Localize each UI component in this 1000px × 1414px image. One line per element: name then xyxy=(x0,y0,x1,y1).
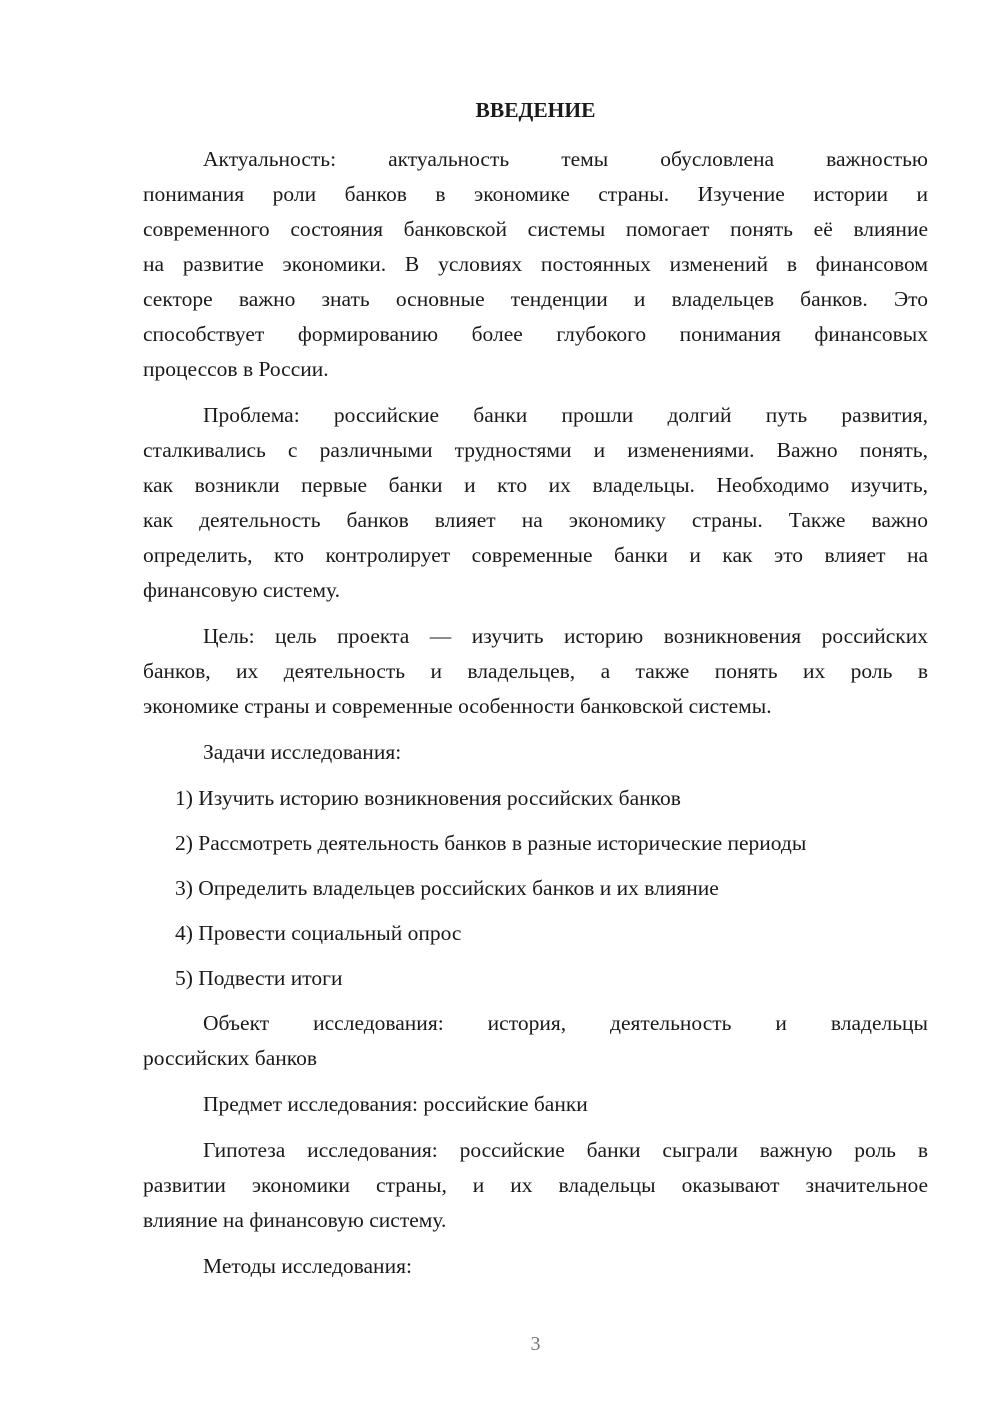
text-line: Методы исследования: xyxy=(203,1254,412,1278)
text-line: финансовую систему. xyxy=(143,578,340,602)
text-line: процессов в России. xyxy=(143,357,329,381)
text-line: Актуальность: актуальность темы обусловлена важностью xyxy=(203,147,928,171)
text-line: развитии экономики страны, и их владельцы оказывают значительное xyxy=(143,1173,928,1197)
paragraph-methods xyxy=(143,1249,928,1284)
text-line: как деятельность банков влияет на экономику страны. Также важно xyxy=(143,508,928,532)
paragraph-goal xyxy=(143,619,928,724)
text-line: понимания роли банков в экономике страны. Изучение истории и xyxy=(143,182,928,206)
text-line: на развитие экономики. В условиях постоянных изменений в финансовом xyxy=(143,252,928,276)
list-item: 4) Провести социальный опрос xyxy=(175,921,462,945)
text-line: Проблема: российские банки прошли долгий путь развития, xyxy=(203,403,928,427)
document-page xyxy=(143,93,928,1295)
text-line: банков, их деятельность и владельцев, а также понять их роль в xyxy=(143,659,928,683)
list-item: 5) Подвести итоги xyxy=(175,966,343,990)
text-line: Объект исследования: история, деятельность и владельцы xyxy=(203,1011,928,1035)
text-line: Цель: цель проекта — изучить историю возникновения российских xyxy=(203,624,928,648)
text-line: Гипотеза исследования: российские банки сыграли важную роль в xyxy=(203,1138,928,1162)
paragraph-object xyxy=(143,1006,928,1076)
list-item: 1) Изучить историю возникновения российских банков xyxy=(175,786,681,810)
text-line: способствует формированию более глубокого понимания финансовых xyxy=(143,322,928,346)
paragraph-hypothesis xyxy=(143,1133,928,1238)
text-line: современного состояния банковской системы помогает понять её влияние xyxy=(143,217,928,241)
page-number: 3 xyxy=(530,1333,541,1355)
paragraph-problem xyxy=(143,398,928,608)
text-line: Предмет исследования: российские банки xyxy=(203,1092,588,1116)
text-line: сталкивались с различными трудностями и изменениями. Важно понять, xyxy=(143,438,928,462)
tasks-heading xyxy=(143,735,928,770)
tasks-list xyxy=(143,781,928,996)
text-line: российских банков xyxy=(143,1046,317,1070)
text-line: влияние на финансовую систему. xyxy=(143,1208,447,1232)
text-line: определить, кто контролирует современные банки и как это влияет на xyxy=(143,543,928,567)
paragraph-subject xyxy=(143,1087,928,1122)
list-item: 3) Определить владельцев российских банков и их влияние xyxy=(175,876,719,900)
section-title: ВВЕДЕНИЕ xyxy=(475,98,596,122)
list-item: 2) Рассмотреть деятельность банков в разные исторические периоды xyxy=(175,831,807,855)
paragraph-relevance xyxy=(143,142,928,387)
text-line: экономике страны и современные особенности банковской системы. xyxy=(143,694,772,718)
text-line: Задачи исследования: xyxy=(203,740,402,764)
text-line: секторе важно знать основные тенденции и владельцев банков. Это xyxy=(143,287,928,311)
text-line: как возникли первые банки и кто их владельцы. Необходимо изучить, xyxy=(143,473,928,497)
